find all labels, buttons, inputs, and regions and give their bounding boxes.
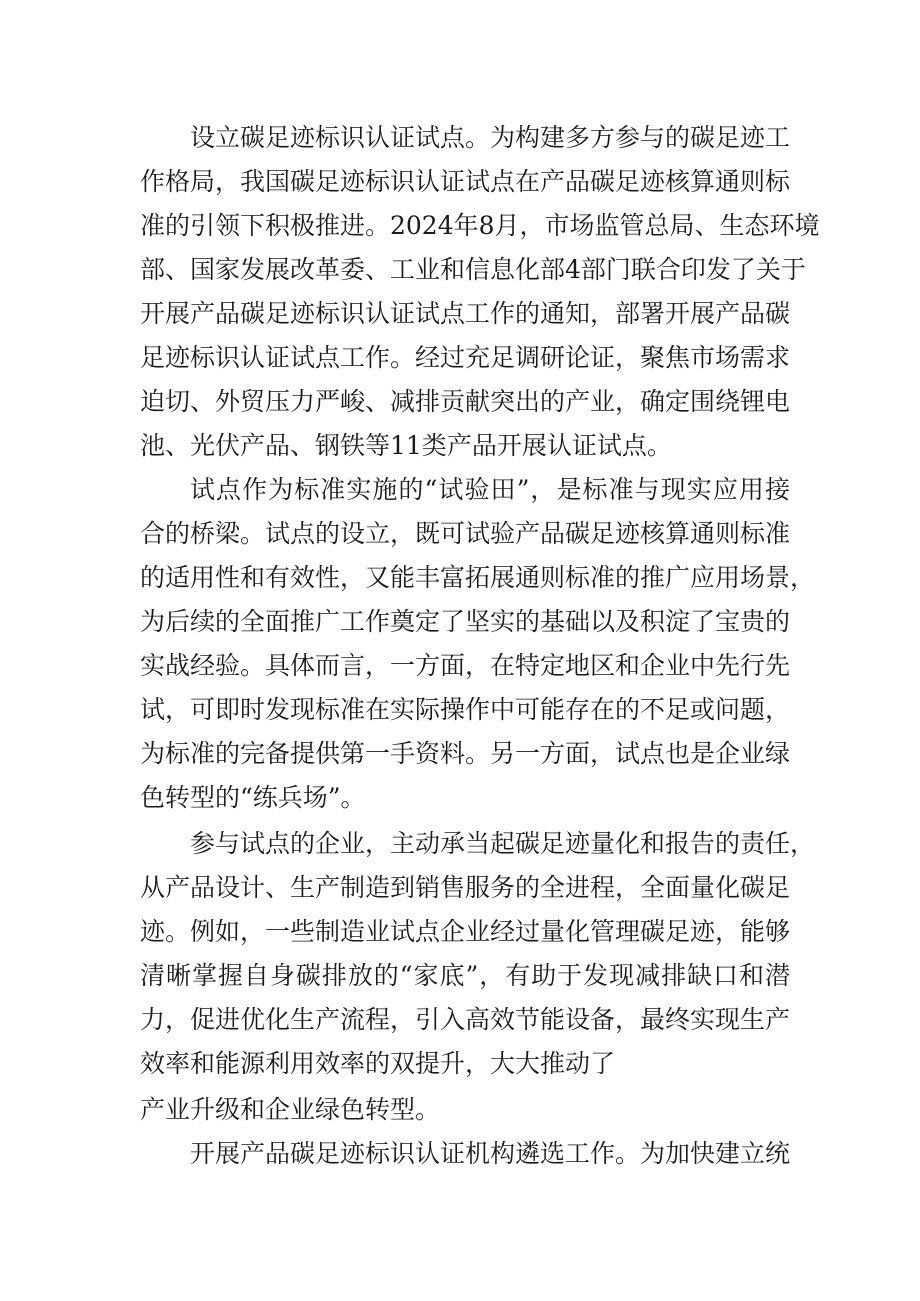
text-line: 色转型的“练兵场”。 (140, 783, 366, 812)
text-line: 足迹标识认证试点工作。经过充足调研论证，聚焦市场需求 (140, 343, 791, 372)
text-line: 作格局，我国碳足迹标识认证试点在产品碳足迹核算通则标 (140, 167, 791, 196)
text-line: 实战经验。具体而言，一方面，在特定地区和企业中先行先 (140, 651, 791, 680)
text-line: 为标准的完备提供第一手资料。另一方面，试点也是企业绿 (140, 739, 791, 768)
text-line: 为后续的全面推广工作奠定了坚实的基础以及积淀了宝贵的 (140, 607, 791, 636)
text-line: 清晰掌握自身碳排放的“家底”，有助于发现减排缺口和潜 (140, 961, 790, 990)
text-line: 效率和能源利用效率的双提升，大大推动了 (140, 1049, 616, 1078)
text-line: 池、光伏产品、钢铁等11类产品开展认证试点。 (140, 431, 672, 460)
text-line: 开展产品碳足迹标识认证机构遴选工作。为加快建立统 (190, 1139, 791, 1168)
text-line: 迹。例如，一些制造业试点企业经过量化管理碳足迹，能够 (140, 917, 791, 946)
text-line: 从产品设计、生产制造到销售服务的全进程，全面量化碳足 (140, 873, 791, 902)
text-line: 参与试点的企业，主动承当起碳足迹量化和报告的责任， (190, 829, 816, 858)
text-line: 准的引领下积极推进。2024年8月，市场监管总局、生态环境 (140, 211, 820, 240)
text-line: 部、国家发展改革委、工业和信息化部4部门联合印发了关于 (140, 255, 806, 284)
text-line: 开展产品碳足迹标识认证试点工作的通知，部署开展产品碳 (140, 299, 791, 328)
text-line: 力，促进优化生产流程，引入高效节能设备，最终实现生产 (140, 1005, 791, 1034)
text-line: 设立碳足迹标识认证试点。为构建多方参与的碳足迹工 (190, 123, 791, 152)
text-line: 试，可即时发现标准在实际操作中可能存在的不足或问题， (140, 695, 791, 724)
text-line: 的适用性和有效性，又能丰富拓展通则标准的推广应用场景， (140, 563, 816, 592)
text-line: 产业升级和企业绿色转型。 (140, 1095, 441, 1124)
text-line: 迫切、外贸压力严峻、减排贡献突出的产业，确定围绕锂电 (140, 387, 791, 416)
text-line: 试点作为标准实施的“试验田”，是标准与现实应用接 (190, 475, 790, 504)
text-line: 合的桥梁。试点的设立，既可试验产品碳足迹核算通则标准 (140, 519, 791, 548)
